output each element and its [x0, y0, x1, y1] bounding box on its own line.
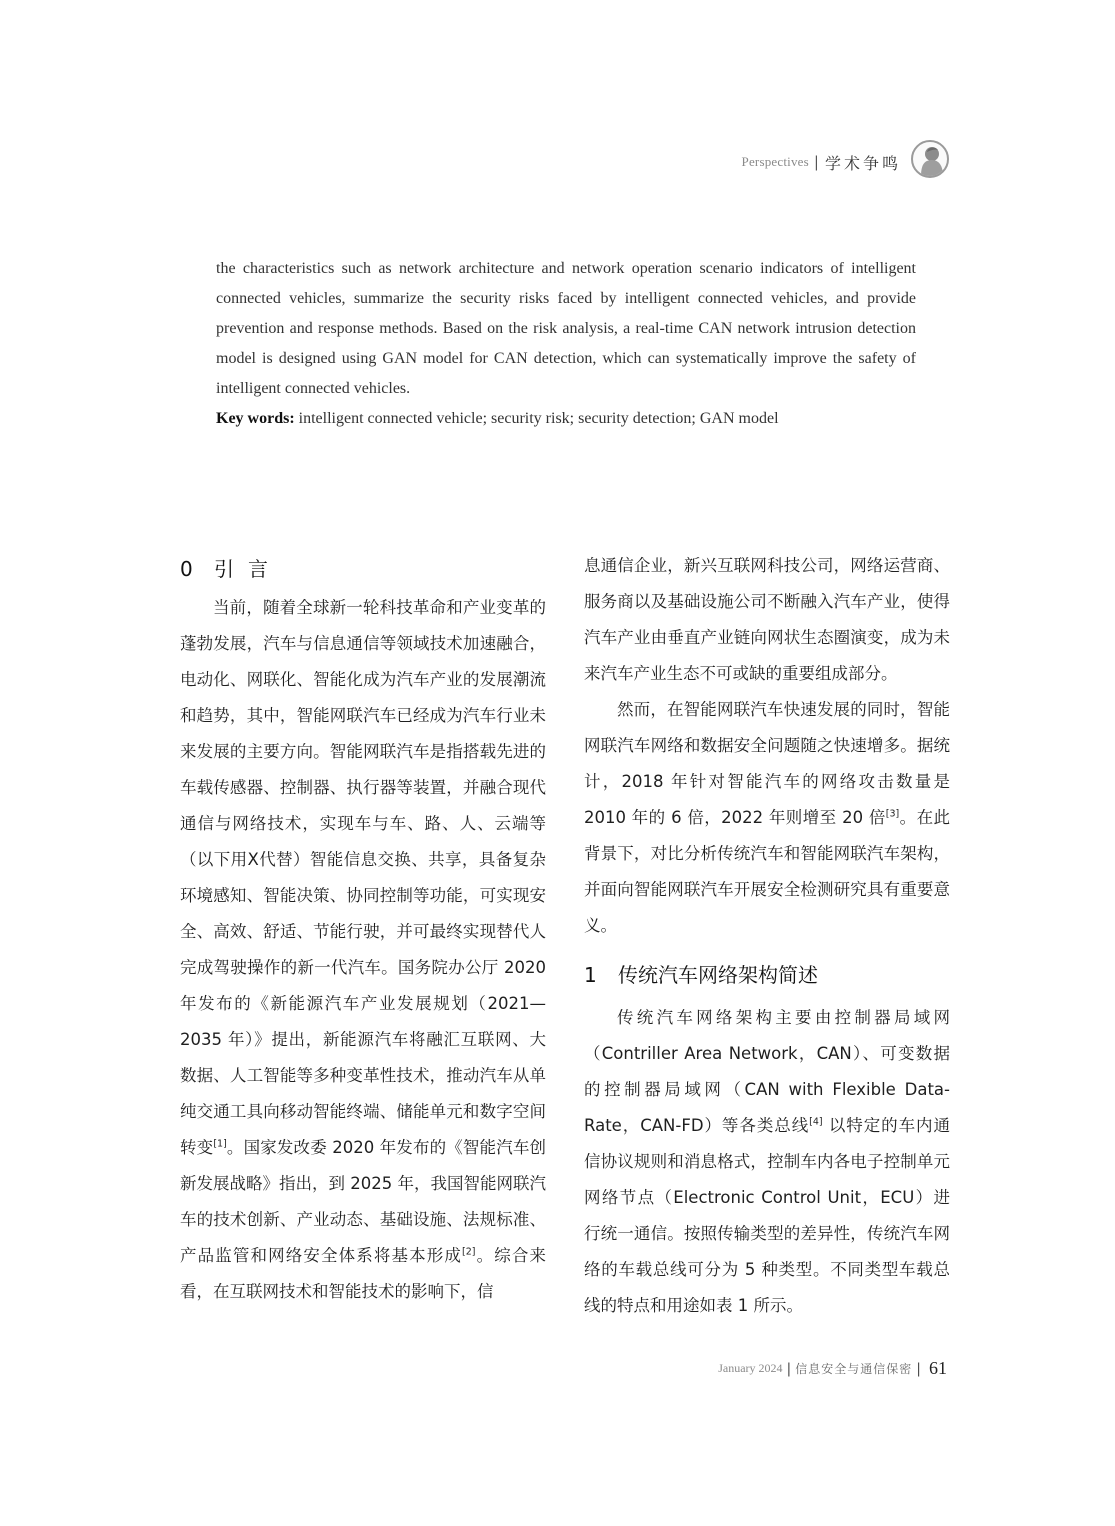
text-run: 传统汽车网络架构主要由控制器局域网（Contriller Area Network，CAN）、可变数据的控制器局域网（CAN with Flexible Data-Rate，CAN-FD）等各类总线 [584, 1008, 950, 1135]
intro-paragraph [180, 590, 546, 1310]
footer-journal: 信息安全与通信保密 [795, 1362, 913, 1376]
scholar-portrait-icon [911, 140, 949, 178]
footer-separator: | [786, 1360, 792, 1377]
running-header [742, 142, 901, 182]
english-abstract [216, 254, 916, 434]
header-section-en: Perspectives [741, 154, 809, 169]
section-heading-0 [180, 550, 546, 588]
running-footer [718, 1358, 947, 1379]
footer-date: January 2024 [718, 1361, 783, 1375]
text-run: 当前，随着全球新一轮科技革命和产业变革的蓬勃发展，汽车与信息通信等领域技术加速融合，电动化、网联化、智能化成为汽车产业的发展潮流和趋势，其中，智能网联汽车已经成为汽车行业未来发展的主要方向。智能网联汽车是指搭载先进的车载传感器、控制器、执行器等装置，并融合现代通信与网络技术，实现车与车、路、人、云端等（以下用X代替）智能信息交换、共享，具备复杂环境感知、智能决策、协同控制等功能，可实现安全、高效、舒适、节能行驶，并可最终实现替代人完成驾驶操作的新一代汽车。国务院办公厅 2020 年发布的《新能源汽车产业发展规划（2021—2035 年）》提出，新能源汽车将融汇互联网、大数据、人工智能等多种变革性技术，推动汽车从单纯交通工具向移动智能终端、储能单元和数字空间转变 [180, 598, 546, 1157]
text-run: 。在此背景下，对比分析传统汽车和智能网联汽车架构，并面向智能网联汽车开展安全检测研究具有重要意义。 [584, 808, 950, 935]
text-run: 。国家发改委 2020 年发布的《智能汽车创新发展战略》指出，到 2025 年，我国智能网联汽车的技术创新、产业动态、基础设施、法规标准、产品监管和网络安全体系将基本形成 [180, 1138, 547, 1265]
citation: [1] [213, 1138, 227, 1150]
text-run: 以特定的车内通信协议规则和消息格式，控制车内各电子控制单元网络节点（Electronic Control Unit，ECU）进行统一通信。按照传输类型的差异性，传统汽车网络的车载总线可分为 5 种类型。不同类型车载总线的特点和用途如表 1 所示。 [584, 1116, 950, 1315]
citation: [2] [462, 1246, 476, 1258]
section-title: 传统汽车网络架构简述 [618, 963, 818, 987]
footer-separator: | [916, 1360, 921, 1377]
header-section-cn: 学术争鸣 [824, 153, 901, 173]
right-column [584, 548, 950, 1324]
header-separator: | [813, 153, 819, 171]
text-run: 。综合来看，在互联网技术和智能技术的影响下，信 [180, 1246, 547, 1301]
abstract-body: the characteristics such as network architecture and network operation scenario indicators of intelligent connected vehicles, summarize the security risks faced by intelligent connected vehicles, and provide prevention and response methods. Based on the risk analysis, a real-time CAN network intrusion detection model is designed using GAN model for CAN detection, which can systematically improve the safety of intelligent connected vehicles. [216, 260, 916, 397]
section-number: 0 [180, 557, 207, 581]
body-paragraph [584, 1000, 950, 1324]
section-heading-1 [584, 956, 950, 994]
text-run: 然而，在智能网联汽车快速发展的同时，智能网联汽车网络和数据安全问题随之快速增多。据统计，2018 年针对智能汽车的网络攻击数量是 2010 年的 6 倍，2022 年则增至 20 倍 [584, 700, 950, 827]
continued-paragraph: 息通信企业，新兴互联网科技公司，网络运营商、服务商以及基础设施公司不断融入汽车产业，使得汽车产业由垂直产业链向网状生态圈演变，成为未来汽车产业生态不可或缺的重要组成部分。 [584, 556, 950, 683]
keywords-text: intelligent connected vehicle; security risk; security detection; GAN model [294, 410, 779, 427]
keywords-line [216, 404, 916, 434]
left-column [180, 550, 546, 1310]
body-paragraph [584, 692, 950, 944]
citation: [4] [809, 1116, 823, 1128]
citation: [3] [885, 808, 900, 820]
page-number: 61 [929, 1358, 947, 1378]
section-number: 1 [584, 963, 597, 987]
keywords-label: Key words: [216, 410, 295, 427]
section-title: 引言 [214, 557, 282, 581]
